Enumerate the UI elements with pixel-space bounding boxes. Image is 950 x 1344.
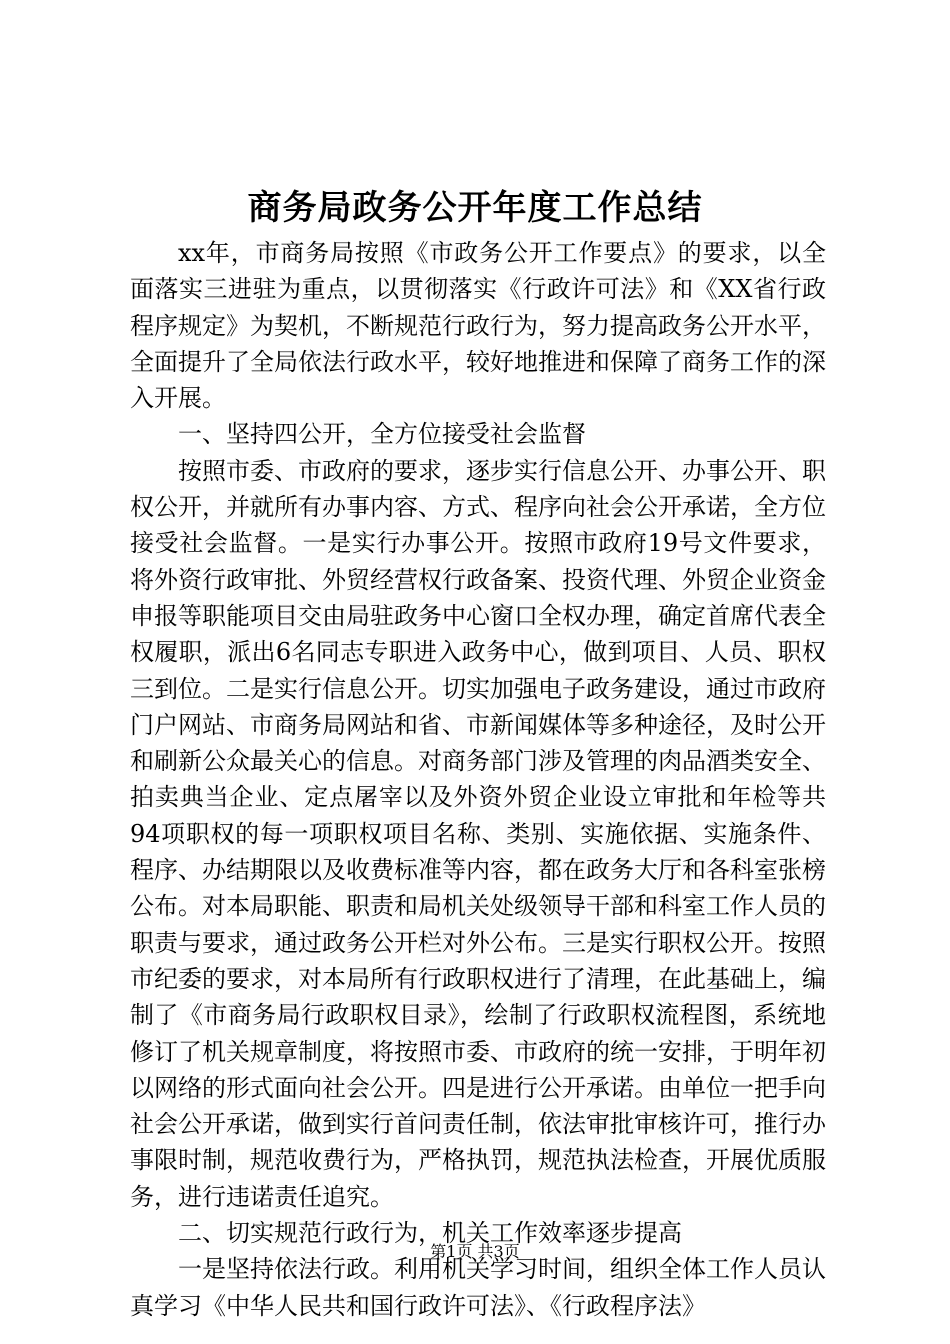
document-title: 商务局政务公开年度工作总结 xyxy=(247,188,703,228)
document-body xyxy=(130,235,826,1324)
intro-paragraph: xx年，市商务局按照《市政务公开工作要点》的要求，以全面落实三进驻为重点，以贯彻落实《行政许可法》和《XX省行政程序规定》为契机，不断规范行政行为，努力提高政务公开水平，全面提升了全局依法行政水平，较好地推进和保障了商务工作的深入开展。 xyxy=(130,239,826,413)
section-heading-1: 一、坚持四公开，全方位接受社会监督 xyxy=(178,420,586,449)
section-2-paragraph: 一是坚持依法行政。利用机关学习时间，组织全体工作人员认真学习《中华人民共和国行政许可法》、《行政程序法》 xyxy=(130,1255,826,1320)
section-1-paragraph: 按照市委、市政府的要求，逐步实行信息公开、办事公开、职权公开，并就所有办事内容、方式、程序向社会公开承诺，全方位接受社会监督。一是实行办事公开。按照市政府19号文件要求，将外资行政审批、外贸经营权行政备案、投资代理、外贸企业资金申报等职能项目交由局驻政务中心窗口全权办理，确定首席代表全权履职，派出6名同志专职进入政务中心，做到项目、人员、职权三到位。二是实行信息公开。切实加强电子政务建设，通过市政府门户网站、市商务局网站和省、市新闻媒体等多种途径，及时公开和刷新公众最关心的信息。对商务部门涉及管理的肉品酒类安全、拍卖典当企业、定点屠宰以及外资外贸企业设立审批和年检等共94项职权的每一项职权项目名称、类别、实施依据、实施条件、程序、办结期限以及收费标准等内容，都在政务大厅和各科室张榜公布。对本局职能、职责和局机关处级领导干部和科室工作人员的职责与要求，通过政务公开栏对外公布。三是实行职权公开。按照市纪委的要求，对本局所有行政职权进行了清理，在此基础上，编制了《市商务局行政职权目录》，绘制了行政职权流程图，系统地修订了机关规章制度，将按照市委、市政府的统一安排，于明年初以网络的形式面向社会公开。四是进行公开承诺。由单位一把手向社会公开承诺，做到实行首问责任制，依法审批审核许可，推行办事限时制，规范收费行为，严格执罚，规范执法检查，开展优质服务，进行违诺责任追究。 xyxy=(130,456,826,1211)
page-footer: 第1页 共3页 xyxy=(430,1242,520,1261)
section-heading-2: 二、切实规范行政行为，机关工作效率逐步提高 xyxy=(178,1219,682,1248)
